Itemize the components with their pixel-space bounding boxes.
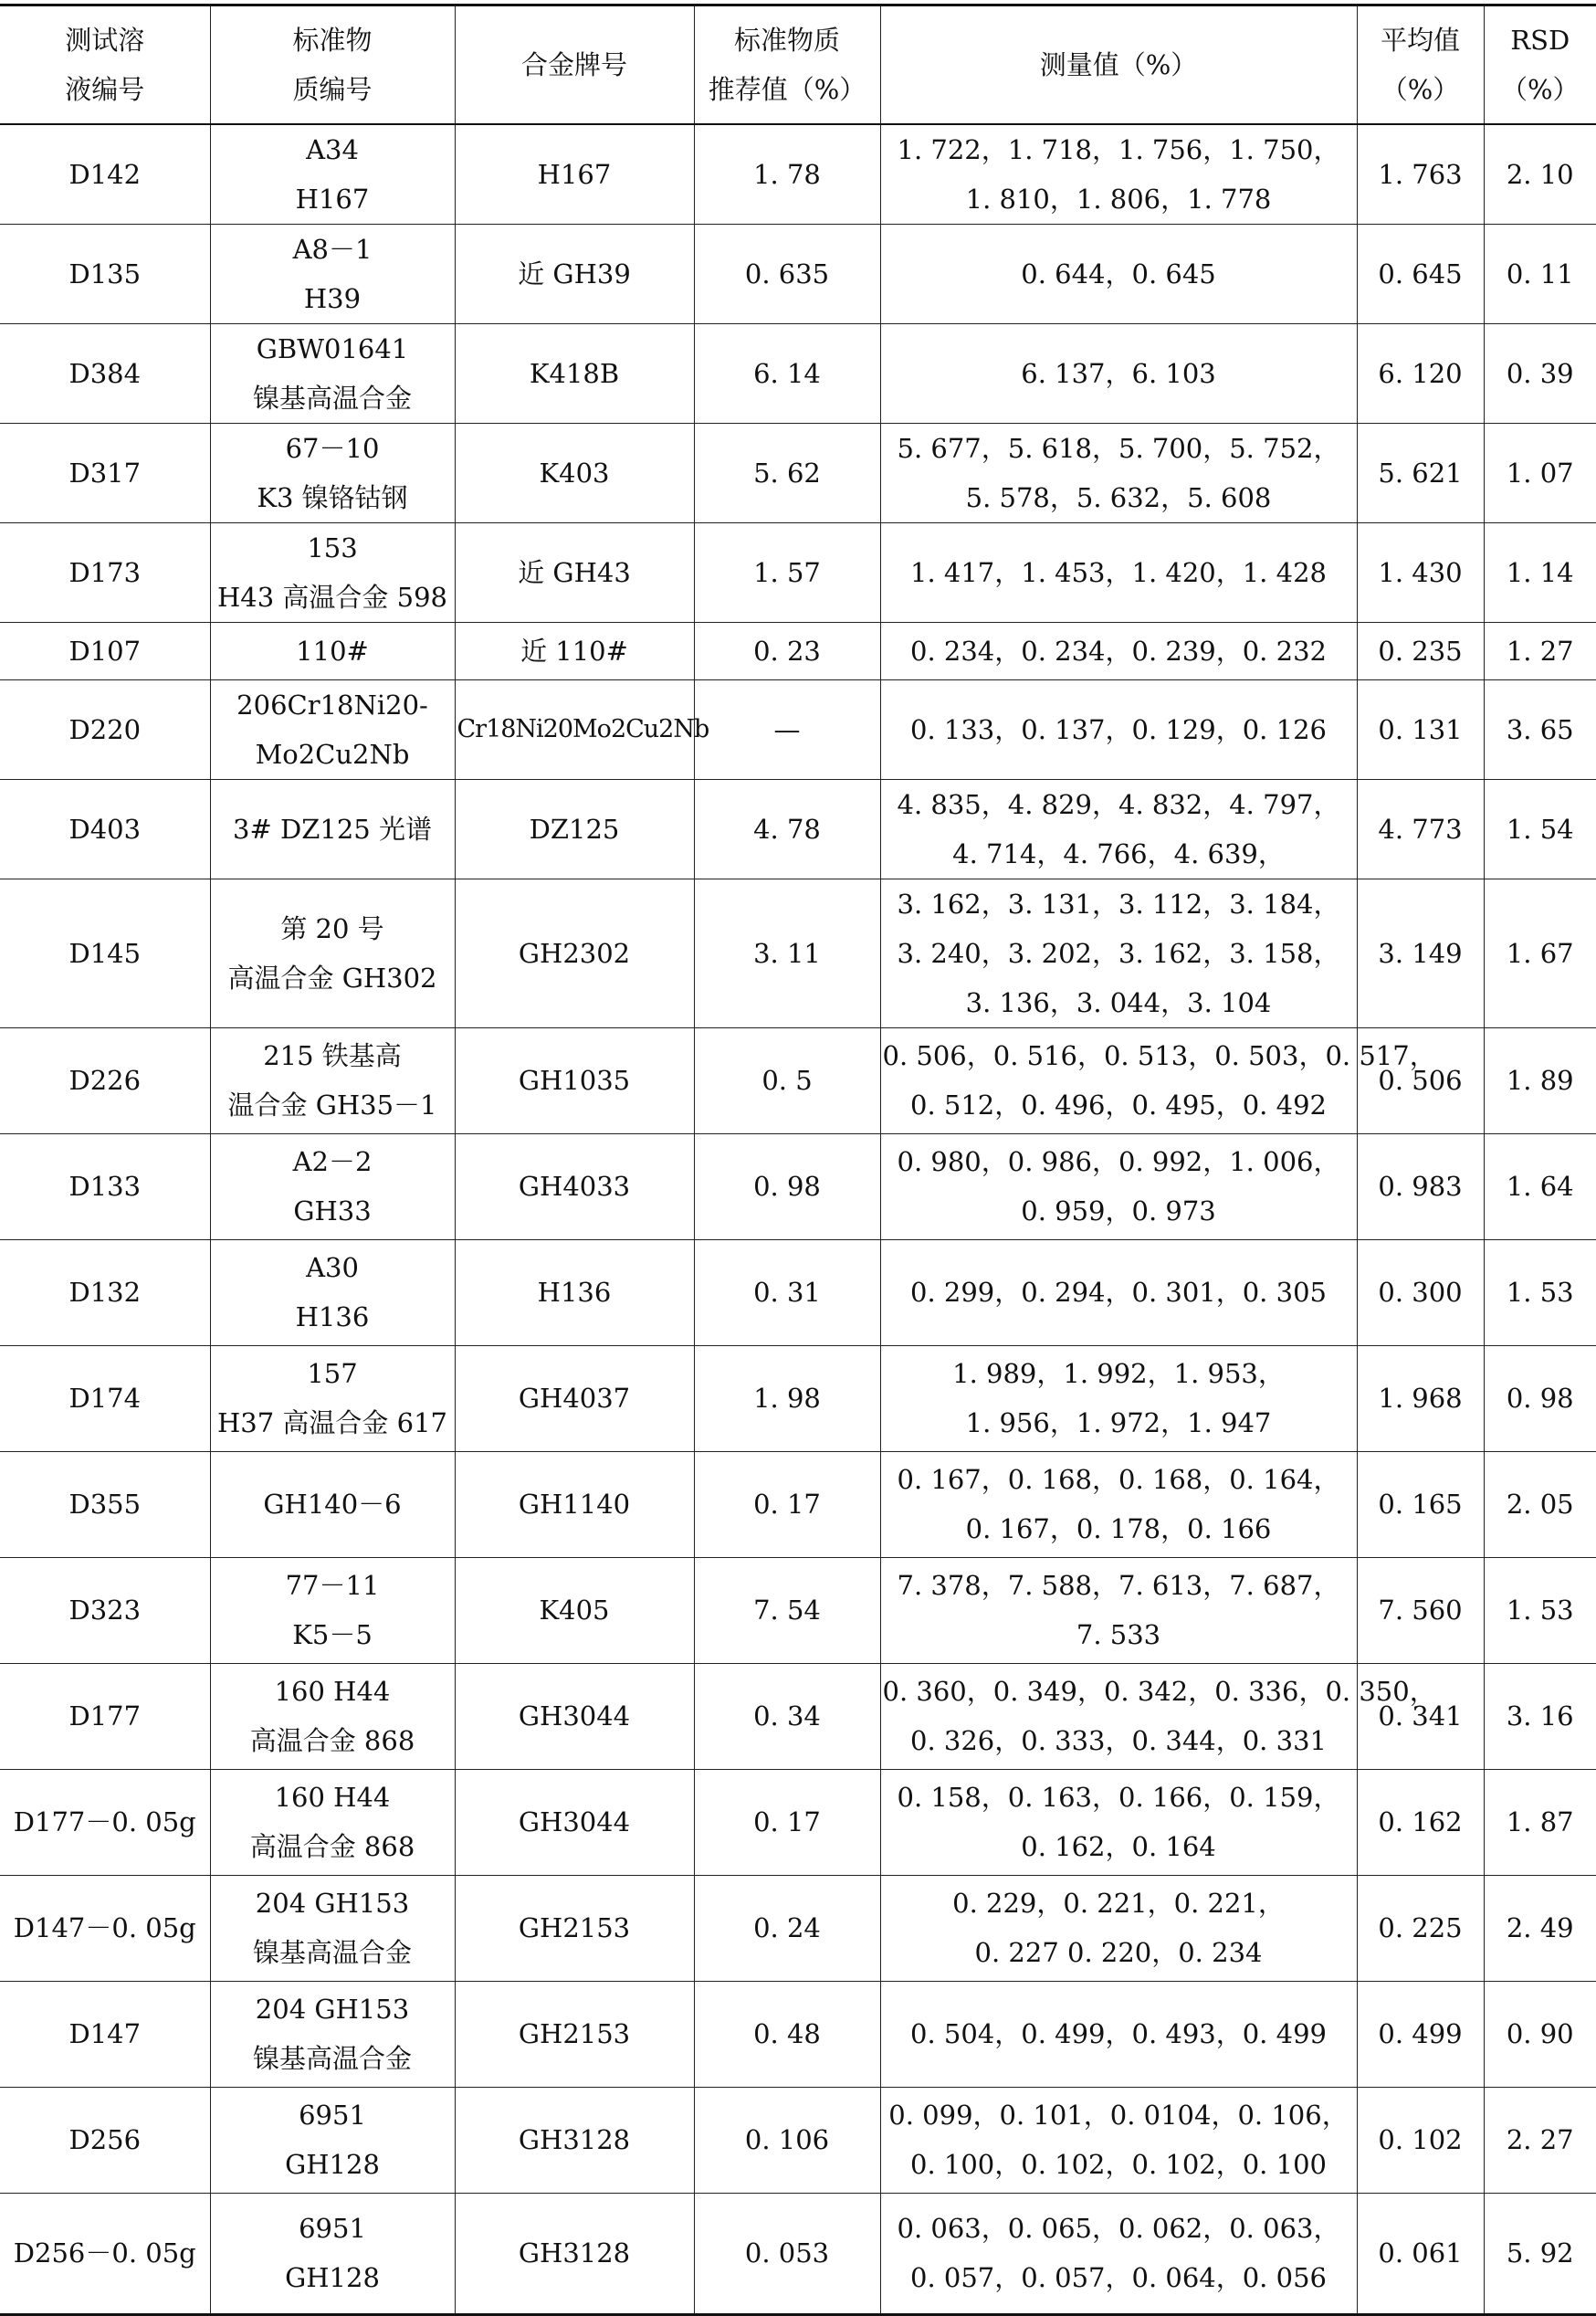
measured-values-cell xyxy=(880,1557,1357,1663)
measured-values-cell xyxy=(880,1451,1357,1557)
cell-line: 206Cr18Ni20- xyxy=(236,689,428,721)
cell-line: 标准物 xyxy=(292,24,373,56)
cell-line: 204 GH153 xyxy=(255,1994,410,2025)
average-cell: 1. 763 xyxy=(1357,124,1484,225)
rsd-cell: 0. 90 xyxy=(1484,1981,1596,2087)
alloy-grade-cell: GH4037 xyxy=(455,1345,694,1451)
recommended-value-cell: — xyxy=(694,679,880,779)
cell-line: 测试溶 xyxy=(65,24,145,56)
cell-line: 1. 417，1. 453，1. 420，1. 428 xyxy=(910,556,1327,588)
recommended-value-cell: 0. 17 xyxy=(694,1769,880,1875)
table-row xyxy=(0,1557,1596,1663)
average-cell: 3. 149 xyxy=(1357,879,1484,1027)
cell-line: 液编号 xyxy=(65,73,145,105)
measured-values-cell xyxy=(880,1133,1357,1239)
rsd-cell: 3. 16 xyxy=(1484,1663,1596,1769)
header-measured-values xyxy=(880,5,1357,124)
recommended-value-cell: 1. 57 xyxy=(694,522,880,622)
cell-line: GBW01641 xyxy=(256,332,409,364)
recommended-value-cell: 0. 23 xyxy=(694,622,880,679)
cell-line: A2－2 xyxy=(292,1146,373,1177)
alloy-grade-cell: GH1035 xyxy=(455,1027,694,1133)
header-alloy-grade xyxy=(455,5,694,124)
average-cell: 0. 102 xyxy=(1357,2087,1484,2193)
cell-line: A8－1 xyxy=(292,233,373,265)
header-average xyxy=(1357,5,1484,124)
rsd-cell: 1. 54 xyxy=(1484,779,1596,879)
header-recommended-value xyxy=(694,5,880,124)
reference-id-cell xyxy=(210,1027,455,1133)
cell-line: K3 镍铬钴钢 xyxy=(257,481,408,513)
cell-line: 204 GH153 xyxy=(255,1888,410,1919)
cell-line: 5. 578，5. 632，5. 608 xyxy=(965,481,1272,513)
average-cell: 0. 061 xyxy=(1357,2193,1484,2314)
table-row xyxy=(0,522,1596,622)
table-row xyxy=(0,622,1596,679)
cell-line: 0. 299，0. 294，0. 301，0. 305 xyxy=(910,1277,1327,1308)
solution-id-cell: D132 xyxy=(0,1239,210,1345)
cell-line: 5. 677，5. 618，5. 700，5. 752， xyxy=(897,432,1340,464)
cell-line: 215 铁基高 xyxy=(263,1040,402,1071)
reference-id-cell xyxy=(210,522,455,622)
cell-line: A30 xyxy=(306,1252,359,1283)
cell-line: 1. 989，1. 992，1. 953， xyxy=(952,1358,1285,1389)
cell-line: （%） xyxy=(1500,73,1580,105)
measured-values-cell xyxy=(880,124,1357,225)
rsd-cell: 0. 39 xyxy=(1484,323,1596,423)
solution-id-cell: D403 xyxy=(0,779,210,879)
average-cell: 0. 225 xyxy=(1357,1875,1484,1981)
recommended-value-cell: 0. 24 xyxy=(694,1875,880,1981)
cell-line: 高温合金 868 xyxy=(249,1831,415,1862)
cell-line: 6. 137，6. 103 xyxy=(1021,357,1216,389)
solution-id-cell: D145 xyxy=(0,879,210,1027)
average-cell: 1. 968 xyxy=(1357,1345,1484,1451)
cell-line: 0. 959，0. 973 xyxy=(1021,1195,1216,1226)
cell-line: H136 xyxy=(295,1301,370,1332)
average-cell: 5. 621 xyxy=(1357,423,1484,522)
alloy-grade-cell: GH4033 xyxy=(455,1133,694,1239)
solution-id-cell: D220 xyxy=(0,679,210,779)
alloy-grade-cell: GH2153 xyxy=(455,1875,694,1981)
alloy-grade-cell: GH3044 xyxy=(455,1663,694,1769)
rsd-cell: 2. 05 xyxy=(1484,1451,1596,1557)
cell-line: 4. 835，4. 829，4. 832，4. 797， xyxy=(897,788,1340,820)
measured-values-cell xyxy=(880,1875,1357,1981)
measured-values-cell xyxy=(880,224,1357,323)
table-body xyxy=(0,124,1596,2315)
reference-id-cell xyxy=(210,1345,455,1451)
recommended-value-cell: 3. 11 xyxy=(694,879,880,1027)
table-row xyxy=(0,1345,1596,1451)
solution-id-cell: D177 xyxy=(0,1663,210,1769)
alloy-grade-cell: GH3128 xyxy=(455,2087,694,2193)
cell-line: H43 高温合金 598 xyxy=(217,581,447,613)
table-row xyxy=(0,423,1596,522)
cell-line: 3. 240，3. 202，3. 162，3. 158， xyxy=(897,937,1340,969)
alloy-grade-cell: DZ125 xyxy=(455,779,694,879)
reference-id-cell xyxy=(210,423,455,522)
recommended-value-cell: 5. 62 xyxy=(694,423,880,522)
cell-line: 3# DZ125 光谱 xyxy=(233,813,432,845)
cell-line: 镍基高温合金 xyxy=(252,382,412,414)
cell-line: 0. 158，0. 163，0. 166，0. 159， xyxy=(897,1782,1340,1813)
average-cell: 0. 165 xyxy=(1357,1451,1484,1557)
solution-id-cell: D384 xyxy=(0,323,210,423)
recommended-value-cell: 6. 14 xyxy=(694,323,880,423)
cell-line: 温合金 GH35－1 xyxy=(227,1090,437,1121)
table-row xyxy=(0,679,1596,779)
cell-line: 160 H44 xyxy=(274,1782,391,1813)
cell-line: 推荐值（%） xyxy=(708,73,866,105)
cell-line: 1. 810，1. 806，1. 778 xyxy=(965,183,1272,215)
cell-line: 157 xyxy=(307,1358,358,1389)
reference-id-cell xyxy=(210,224,455,323)
average-cell: 0. 506 xyxy=(1357,1027,1484,1133)
average-cell: 0. 131 xyxy=(1357,679,1484,779)
rsd-cell: 3. 65 xyxy=(1484,679,1596,779)
alloy-grade-cell: 近 GH43 xyxy=(455,522,694,622)
recommended-value-cell: 0. 98 xyxy=(694,1133,880,1239)
cell-line: 质编号 xyxy=(292,73,373,105)
measured-values-cell xyxy=(880,1345,1357,1451)
average-cell: 0. 162 xyxy=(1357,1769,1484,1875)
cell-line: GH128 xyxy=(285,2262,380,2293)
average-cell: 0. 983 xyxy=(1357,1133,1484,1239)
cell-line: 0. 063，0. 065，0. 062，0. 063， xyxy=(897,2213,1340,2244)
cell-line: 0. 506，0. 516，0. 513，0. 503，0. 517， xyxy=(882,1040,1436,1071)
solution-id-cell: D317 xyxy=(0,423,210,522)
solution-id-cell: D355 xyxy=(0,1451,210,1557)
cell-line: 4. 714，4. 766，4. 639， xyxy=(952,837,1285,869)
cell-line: 3. 136，3. 044，3. 104 xyxy=(965,986,1272,1018)
cell-line: 7. 533 xyxy=(1076,1619,1161,1650)
average-cell: 0. 235 xyxy=(1357,622,1484,679)
cell-line: 标准物质 xyxy=(733,24,840,56)
reference-id-cell xyxy=(210,1875,455,1981)
recommended-value-cell: 0. 48 xyxy=(694,1981,880,2087)
results-table xyxy=(0,4,1596,2316)
cell-line: 0. 512，0. 496，0. 495，0. 492 xyxy=(910,1090,1327,1121)
table-row xyxy=(0,2087,1596,2193)
table-row xyxy=(0,323,1596,423)
cell-line: 67－10 xyxy=(285,432,380,464)
cell-line: 6951 xyxy=(299,2100,366,2131)
cell-line: 77－11 xyxy=(285,1570,380,1601)
alloy-grade-cell: GH1140 xyxy=(455,1451,694,1557)
reference-id-cell xyxy=(210,1981,455,2087)
rsd-cell: 1. 07 xyxy=(1484,423,1596,522)
average-cell: 6. 120 xyxy=(1357,323,1484,423)
cell-line: 160 H44 xyxy=(274,1676,391,1707)
header-reference-id xyxy=(210,5,455,124)
table-row xyxy=(0,779,1596,879)
solution-id-cell: D177－0. 05g xyxy=(0,1769,210,1875)
recommended-value-cell: 0. 053 xyxy=(694,2193,880,2314)
recommended-value-cell: 0. 5 xyxy=(694,1027,880,1133)
rsd-cell: 1. 27 xyxy=(1484,622,1596,679)
recommended-value-cell: 7. 54 xyxy=(694,1557,880,1663)
alloy-grade-cell: GH3128 xyxy=(455,2193,694,2314)
cell-line: 合金牌号 xyxy=(520,48,627,80)
reference-id-cell xyxy=(210,1239,455,1345)
rsd-cell: 5. 92 xyxy=(1484,2193,1596,2314)
recommended-value-cell: 0. 31 xyxy=(694,1239,880,1345)
measured-values-cell xyxy=(880,1027,1436,1133)
alloy-grade-cell: GH2302 xyxy=(455,879,694,1027)
cell-line: 高温合金 GH302 xyxy=(227,962,437,994)
cell-line: 高温合金 868 xyxy=(249,1725,415,1756)
cell-line: A34 xyxy=(306,133,359,165)
rsd-cell: 1. 53 xyxy=(1484,1557,1596,1663)
cell-line: 1. 722，1. 718，1. 756，1. 750， xyxy=(897,133,1340,165)
measured-values-cell xyxy=(880,2193,1357,2314)
alloy-grade-cell: K403 xyxy=(455,423,694,522)
table-row xyxy=(0,1769,1596,1875)
reference-id-cell xyxy=(210,1557,455,1663)
cell-line: 第 20 号 xyxy=(280,912,384,944)
table-row xyxy=(0,1451,1596,1557)
alloy-grade-cell: Cr18Ni20Mo2Cu2Nb xyxy=(455,679,694,779)
measured-values-cell xyxy=(880,679,1357,779)
reference-id-cell xyxy=(210,1769,455,1875)
rsd-cell: 0. 11 xyxy=(1484,224,1596,323)
solution-id-cell: D147 xyxy=(0,1981,210,2087)
reference-id-cell xyxy=(210,1133,455,1239)
solution-id-cell: D135 xyxy=(0,224,210,323)
measured-values-cell xyxy=(880,779,1357,879)
cell-line: 0. 100，0. 102，0. 102，0. 100 xyxy=(910,2149,1327,2180)
measured-values-cell xyxy=(880,1981,1357,2087)
measured-values-cell xyxy=(880,879,1357,1027)
cell-line: 测量值（%） xyxy=(1039,48,1198,80)
measured-values-cell xyxy=(880,522,1357,622)
table-row xyxy=(0,1981,1596,2087)
alloy-grade-cell: GH2153 xyxy=(455,1981,694,2087)
solution-id-cell: D142 xyxy=(0,124,210,225)
measured-values-cell xyxy=(880,1239,1357,1345)
cell-line: 0. 167，0. 168，0. 168，0. 164， xyxy=(897,1464,1340,1495)
cell-line: 153 xyxy=(307,532,358,563)
average-cell: 7. 560 xyxy=(1357,1557,1484,1663)
cell-line: 0. 099，0. 101，0. 0104，0. 106， xyxy=(888,2100,1349,2131)
header-solution-id xyxy=(0,5,210,124)
rsd-cell: 1. 87 xyxy=(1484,1769,1596,1875)
table-row xyxy=(0,1027,1596,1133)
cell-line: 0. 504，0. 499，0. 493，0. 499 xyxy=(910,2018,1327,2049)
rsd-cell: 0. 98 xyxy=(1484,1345,1596,1451)
cell-line: GH140－6 xyxy=(263,1489,402,1520)
recommended-value-cell: 4. 78 xyxy=(694,779,880,879)
cell-line: 0. 360，0. 349，0. 342，0. 336，0. 350， xyxy=(882,1676,1436,1707)
rsd-cell: 2. 10 xyxy=(1484,124,1596,225)
table-row xyxy=(0,224,1596,323)
recommended-value-cell: 1. 78 xyxy=(694,124,880,225)
cell-line: GH33 xyxy=(293,1195,372,1226)
cell-line: 0. 167，0. 178，0. 166 xyxy=(965,1513,1272,1544)
cell-line: 0. 326，0. 333，0. 344，0. 331 xyxy=(910,1725,1327,1756)
cell-line: K5－5 xyxy=(292,1619,373,1650)
reference-id-cell xyxy=(210,779,455,879)
cell-line: H167 xyxy=(295,183,370,215)
rsd-cell: 1. 67 xyxy=(1484,879,1596,1027)
header-row xyxy=(0,5,1596,124)
solution-id-cell: D107 xyxy=(0,622,210,679)
measured-values-cell xyxy=(880,323,1357,423)
rsd-cell: 1. 89 xyxy=(1484,1027,1596,1133)
cell-line: 0. 057，0. 057，0. 064，0. 056 xyxy=(910,2262,1327,2293)
measured-values-cell xyxy=(880,423,1357,522)
rsd-cell: 1. 53 xyxy=(1484,1239,1596,1345)
reference-id-cell xyxy=(210,323,455,423)
solution-id-cell: D226 xyxy=(0,1027,210,1133)
cell-line: H39 xyxy=(303,282,362,314)
cell-line: 110# xyxy=(296,635,369,667)
cell-line: 平均值 xyxy=(1380,24,1460,56)
solution-id-cell: D147－0. 05g xyxy=(0,1875,210,1981)
rsd-cell: 1. 64 xyxy=(1484,1133,1596,1239)
cell-line: 0. 980，0. 986，0. 992，1. 006， xyxy=(897,1146,1340,1177)
reference-id-cell xyxy=(210,879,455,1027)
table-row xyxy=(0,124,1596,225)
average-cell: 1. 430 xyxy=(1357,522,1484,622)
reference-id-cell xyxy=(210,622,455,679)
reference-id-cell xyxy=(210,2087,455,2193)
alloy-grade-cell: K405 xyxy=(455,1557,694,1663)
average-cell: 0. 300 xyxy=(1357,1239,1484,1345)
reference-id-cell xyxy=(210,1663,455,1769)
cell-line: 7. 378，7. 588，7. 613，7. 687， xyxy=(897,1570,1340,1601)
rsd-cell: 2. 49 xyxy=(1484,1875,1596,1981)
solution-id-cell: D174 xyxy=(0,1345,210,1451)
rsd-cell: 2. 27 xyxy=(1484,2087,1596,2193)
alloy-grade-cell: GH3044 xyxy=(455,1769,694,1875)
solution-id-cell: D256 xyxy=(0,2087,210,2193)
solution-id-cell: D323 xyxy=(0,1557,210,1663)
average-cell: 0. 499 xyxy=(1357,1981,1484,2087)
cell-line: 镍基高温合金 xyxy=(252,2043,412,2074)
cell-line: 0. 162，0. 164 xyxy=(1021,1831,1216,1862)
cell-line: H37 高温合金 617 xyxy=(217,1407,447,1438)
cell-line: 1. 956，1. 972，1. 947 xyxy=(965,1407,1272,1438)
recommended-value-cell: 0. 17 xyxy=(694,1451,880,1557)
table-row xyxy=(0,1663,1596,1769)
average-cell: 4. 773 xyxy=(1357,779,1484,879)
reference-id-cell xyxy=(210,679,455,779)
table-row xyxy=(0,1239,1596,1345)
cell-line: RSD xyxy=(1510,24,1570,56)
table-row xyxy=(0,2193,1596,2314)
measured-values-cell xyxy=(880,1769,1357,1875)
cell-line: 镍基高温合金 xyxy=(252,1937,412,1968)
cell-line: 0. 644，0. 645 xyxy=(1021,258,1216,290)
header-rsd xyxy=(1484,5,1596,124)
alloy-grade-cell: K418B xyxy=(455,323,694,423)
rsd-cell: 1. 14 xyxy=(1484,522,1596,622)
cell-line: 3. 162，3. 131，3. 112，3. 184， xyxy=(897,888,1340,920)
cell-line: 0. 227 0. 220，0. 234 xyxy=(974,1937,1263,1968)
alloy-grade-cell: 近 110# xyxy=(455,622,694,679)
cell-line: GH128 xyxy=(285,2149,380,2180)
average-cell: 0. 341 xyxy=(1357,1663,1484,1769)
solution-id-cell: D256－0. 05g xyxy=(0,2193,210,2314)
measured-values-cell xyxy=(880,622,1357,679)
recommended-value-cell: 0. 635 xyxy=(694,224,880,323)
cell-line: 0. 229，0. 221，0. 221， xyxy=(952,1888,1285,1919)
recommended-value-cell: 0. 34 xyxy=(694,1663,880,1769)
recommended-value-cell: 1. 98 xyxy=(694,1345,880,1451)
alloy-grade-cell: H167 xyxy=(455,124,694,225)
reference-id-cell xyxy=(210,124,455,225)
table-row xyxy=(0,1133,1596,1239)
solution-id-cell: D133 xyxy=(0,1133,210,1239)
reference-id-cell xyxy=(210,2193,455,2314)
cell-line: 0. 234，0. 234，0. 239，0. 232 xyxy=(910,635,1327,667)
table-row xyxy=(0,1875,1596,1981)
alloy-grade-cell: H136 xyxy=(455,1239,694,1345)
solution-id-cell: D173 xyxy=(0,522,210,622)
alloy-grade-cell: 近 GH39 xyxy=(455,224,694,323)
reference-id-cell xyxy=(210,1451,455,1557)
cell-line: Mo2Cu2Nb xyxy=(255,738,410,770)
cell-line: （%） xyxy=(1381,73,1460,105)
measured-values-cell xyxy=(880,2087,1357,2193)
average-cell: 0. 645 xyxy=(1357,224,1484,323)
table-row xyxy=(0,879,1596,1027)
cell-line: 0. 133，0. 137，0. 129，0. 126 xyxy=(910,713,1327,745)
cell-line: 6951 xyxy=(299,2213,366,2244)
recommended-value-cell: 0. 106 xyxy=(694,2087,880,2193)
